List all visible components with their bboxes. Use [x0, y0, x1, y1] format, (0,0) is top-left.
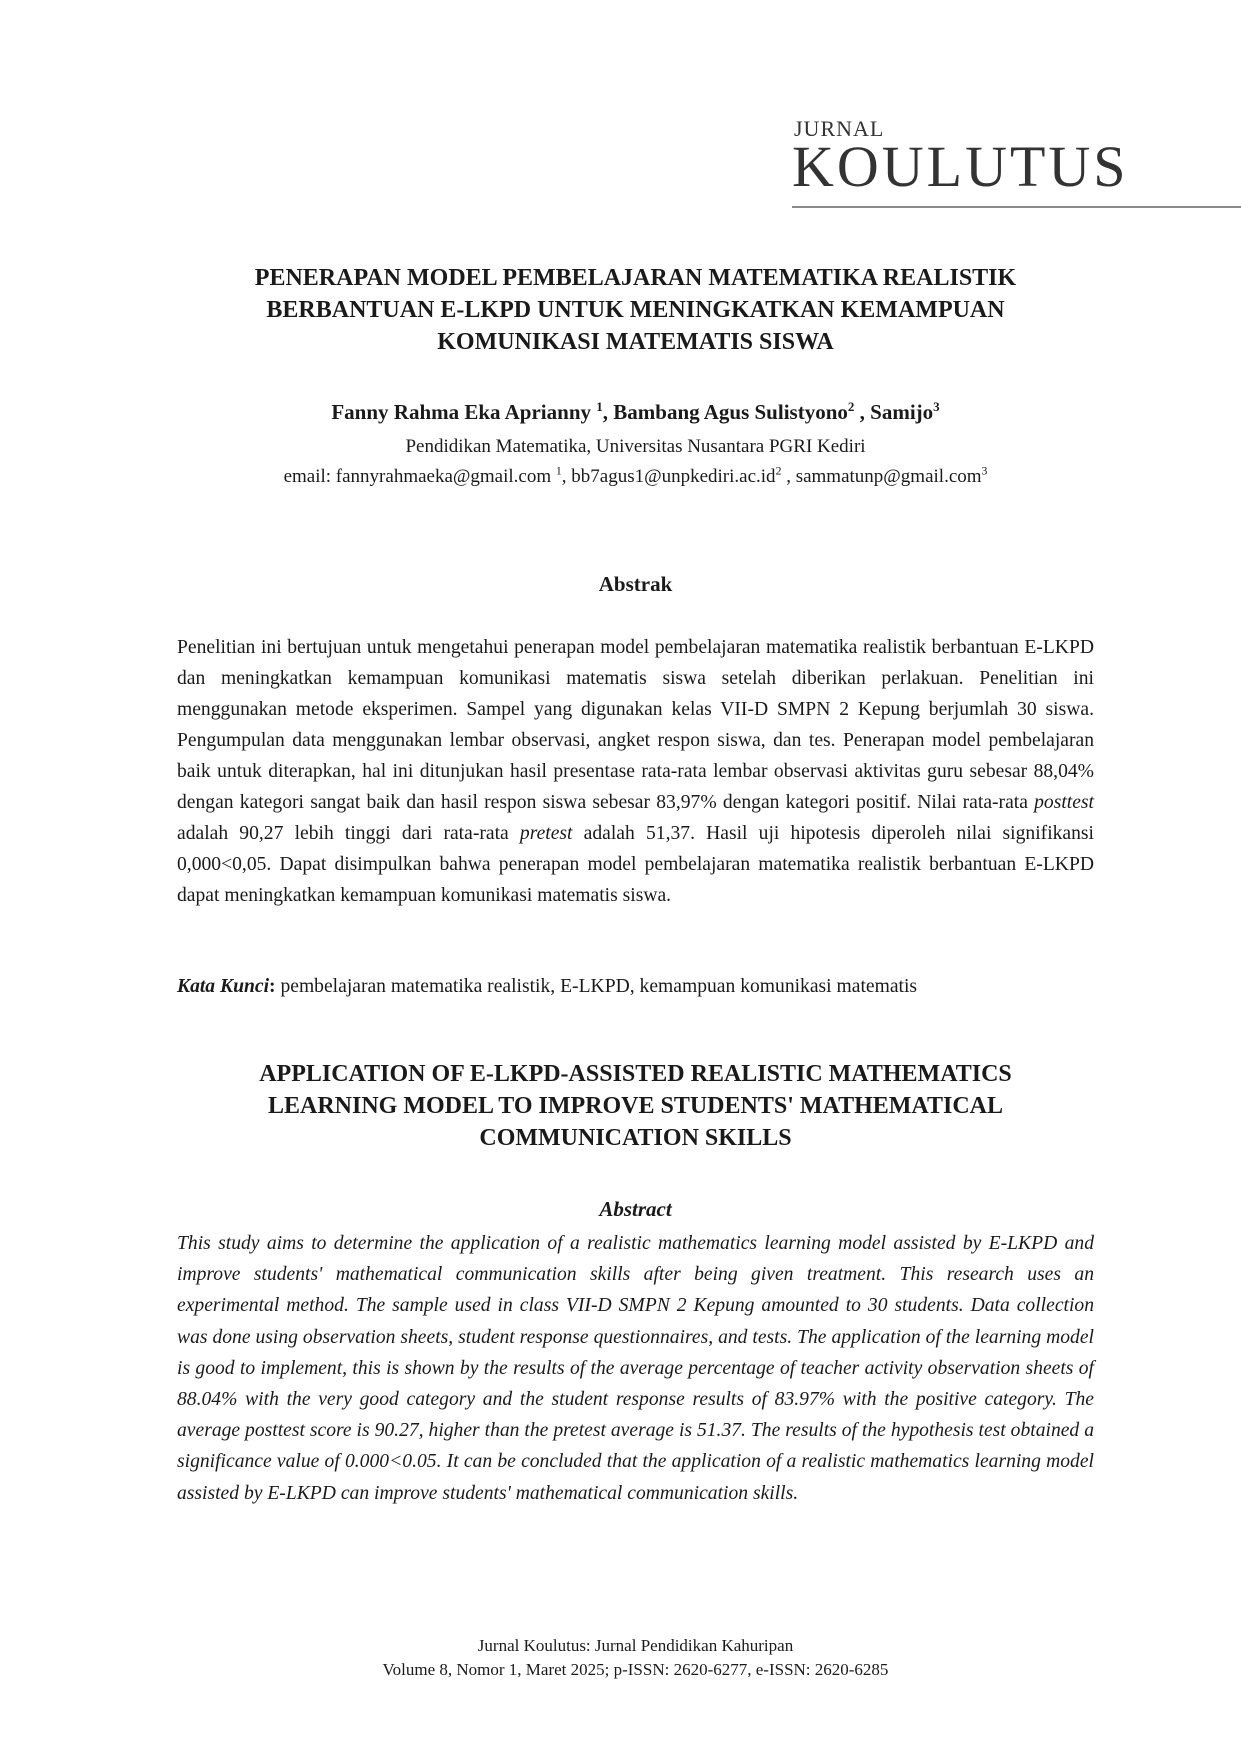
title-id-line: KOMUNIKASI MATEMATIS SISWA — [437, 329, 834, 355]
keywords — [177, 976, 1094, 998]
abstract-en-body: This study aims to determine the application of a realistic mathematics learning model assisted by E-LKPD and improve students' mathematical communication skills after being given treatment. This research uses an experimental method. The sample used in class VII-D SMPN 2 Kepung amounted to 30 students. Data collection was done using observation sheets, student response questionnaires, and tests. The application of the learning model is good to implement, this is shown by the results of the average percentage of teacher activity observation sheets of 88.04% with the very good category and the student response results of 83.97% with the positive category. The average posttest score is 90.27, higher than the pretest average is 51.37. The results of the hypothesis test obtained a significance value of 0.000<0.05. It can be concluded that the application of a realistic mathematics learning model assisted by E-LKPD can improve students' mathematical communication skills. — [177, 1233, 1094, 1504]
keywords-colon: : — [269, 976, 276, 997]
footer-journal: Jurnal Koulutus: Jurnal Pendidikan Kahuripan — [477, 1636, 794, 1655]
keywords-label: Kata Kunci — [177, 976, 270, 997]
author-2-mark: 2 — [847, 399, 855, 414]
abstract-id-emphasis: posttest — [1034, 792, 1094, 813]
title-en-line: LEARNING MODEL TO IMPROVE STUDENTS' MATHEMATICAL — [268, 1093, 1003, 1119]
masthead-small: JURNAL — [794, 116, 885, 141]
keywords-text: pembelajaran matematika realistik, E-LKPD, kemampuan komunikasi matematis — [275, 976, 918, 997]
email-list — [177, 466, 1094, 488]
title-id-line: BERBANTUAN E-LKPD UNTUK MENINGKATKAN KEMAMPUAN — [266, 297, 1005, 323]
abstract-id-heading: Abstrak — [598, 572, 673, 596]
abstract-id-text: adalah 90,27 lebih tinggi dari rata-rata — [177, 823, 520, 844]
author-2: , Bambang Agus Sulistyono — [602, 400, 848, 424]
masthead-big: KOULUTUS — [792, 134, 1129, 199]
title-en-line: COMMUNICATION SKILLS — [479, 1125, 792, 1151]
page-footer — [177, 1634, 1094, 1682]
email-2-mark: 2 — [775, 464, 782, 478]
email-2[interactable]: , bb7agus1@unpkediri.ac.id — [561, 466, 776, 487]
journal-masthead — [792, 118, 1241, 208]
author-3-mark: 3 — [933, 399, 940, 414]
footer-volume: Volume 8, Nomor 1, Maret 2025; p-ISSN: 2620-6277, e-ISSN: 2620-6285 — [382, 1660, 889, 1679]
author-list — [177, 400, 1094, 425]
abstract-id-body — [177, 632, 1094, 911]
author-1-mark: 1 — [596, 399, 603, 414]
abstract-en-heading: Abstract — [599, 1197, 672, 1221]
abstract-id-emphasis: pretest — [519, 823, 573, 844]
title-english — [177, 1058, 1094, 1154]
title-en-line: APPLICATION OF E-LKPD-ASSISTED REALISTIC MATHEMATICS — [259, 1061, 1012, 1087]
masthead-rule — [792, 206, 1241, 208]
email-3-mark: 3 — [981, 464, 988, 478]
abstract-id-text: Penelitian ini bertujuan untuk mengetahui penerapan model pembelajaran matematika realistik berbantuan E-LKPD dan meningkatkan kemampuan komunikasi matematis siswa setelah diberikan perlakuan. Penelitian ini menggunakan metode eksperimen. Sampel yang digunakan kelas VII-D SMPN 2 Kepung berjumlah 30 siswa. Pengumpulan data menggunakan lembar observasi, angket respon siswa, dan tes. Penerapan model pembelajaran baik untuk diterapkan, hal ini ditunjukan hasil presentase rata-rata lembar observasi aktivitas guru sebesar 88,04% dengan kategori sangat baik dan hasil respon siswa sebesar 83,97% dengan kategori positif. Nilai rata-rata — [177, 637, 1094, 813]
email-1-mark: 1 — [555, 464, 562, 478]
author-3: , Samijo — [854, 400, 934, 424]
email-3[interactable]: , sammatunp@gmail.com — [781, 466, 982, 487]
author-1: Fanny Rahma Eka Aprianny — [331, 400, 597, 424]
affiliation: Pendidikan Matematika, Universitas Nusantara PGRI Kediri — [405, 436, 866, 457]
title-indonesian — [177, 262, 1094, 358]
abstract-id-text: adalah 51,37. Hasil uji hipotesis diperoleh nilai signifikansi 0,000<0,05. Dapat disimpulkan bahwa penerapan model pembelajaran matematika realistik berbantuan E-LKPD dapat meningkatkan kemampuan komunikasi matematis siswa. — [177, 823, 1094, 906]
email-1[interactable]: email: fannyrahmaeka@gmail.com — [283, 466, 556, 487]
title-id-line: PENERAPAN MODEL PEMBELAJARAN MATEMATIKA REALISTIK — [254, 265, 1017, 291]
